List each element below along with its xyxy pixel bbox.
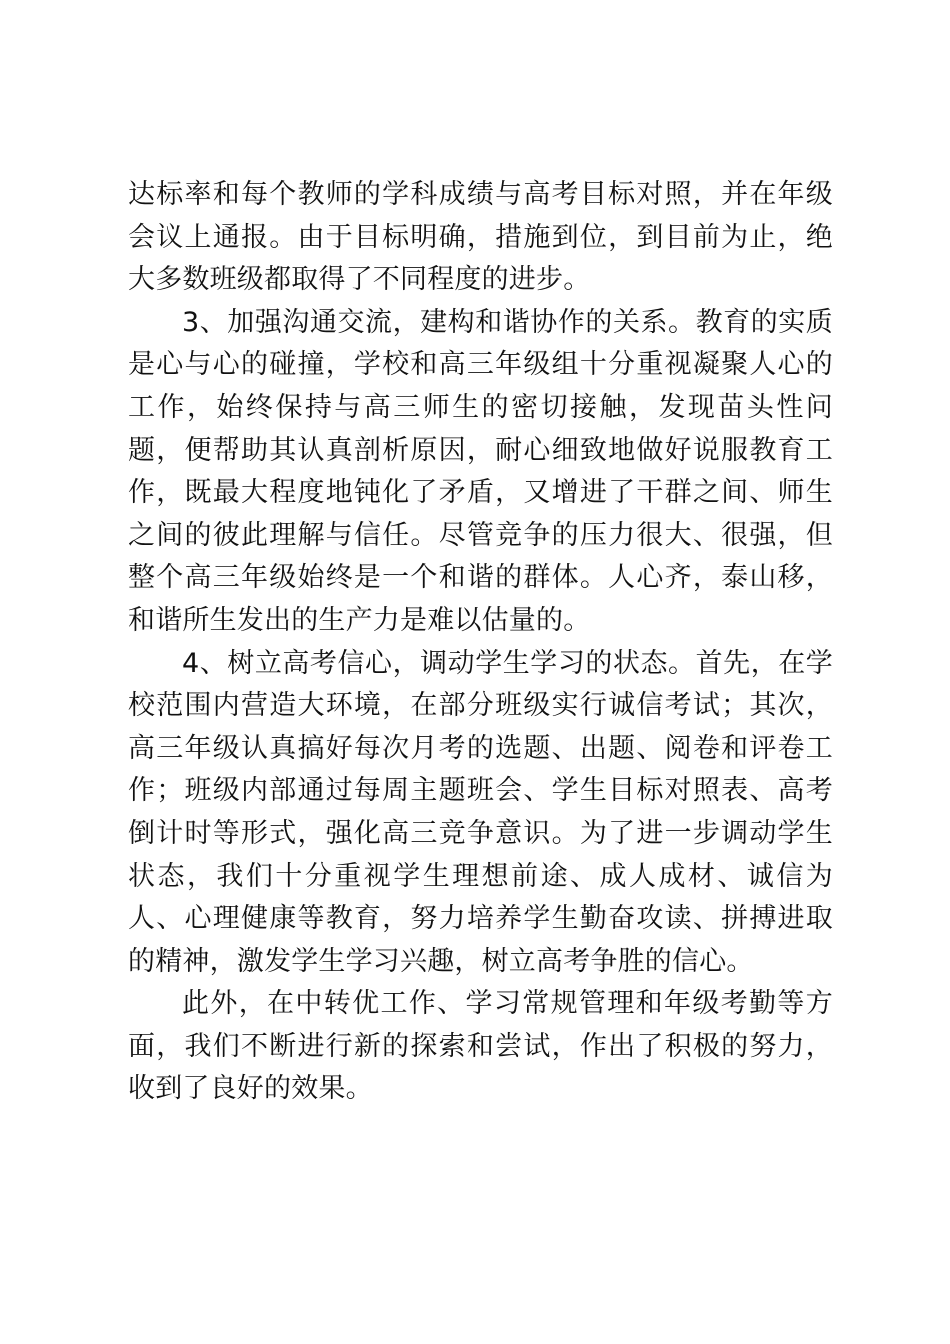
paragraph-continuation: 达标率和每个教师的学科成绩与高考目标对照，并在年级会议上通报。由于目标明确，措施到位，到目前为止，绝大多数班级都取得了不同程度的进步。 [128,179,833,296]
paragraph-item-3: 3、加强沟通交流，建构和谐协作的关系。教育的实质是心与心的碰撞，学校和高三年级组十分重视凝聚人心的工作，始终保持与高三师生的密切接触，发现苗头性问题，便帮助其认真剖析原因，耐心细致地做好说服教育工作，既最大程度地钝化了矛盾，又增进了干群之间、师生之间的彼此理解与信任。尽管竞争的压力很大、很强，但整个高三年级始终是一个和谐的群体。人心齐，泰山移，和谐所生发出的生产力是难以估量的。 [128,306,833,636]
paragraph-additional: 此外，在中转优工作、学习常规管理和年级考勤等方面，我们不断进行新的探索和尝试，作出了积极的努力，收到了良好的效果。 [128,988,833,1105]
document-page [128,174,833,1111]
paragraph-item-4: 4、树立高考信心，调动学生学习的状态。首先，在学校范围内营造大环境，在部分班级实行诚信考试；其次，高三年级认真搞好每次月考的选题、出题、阅卷和评卷工作；班级内部通过每周主题班会、学生目标对照表、高考倒计时等形式，强化高三竞争意识。为了进一步调动学生状态，我们十分重视学生理想前途、成人成材、诚信为人、心理健康等教育，努力培养学生勤奋攻读、拼搏进取的精神，激发学生学习兴趣，树立高考争胜的信心。 [128,647,833,977]
